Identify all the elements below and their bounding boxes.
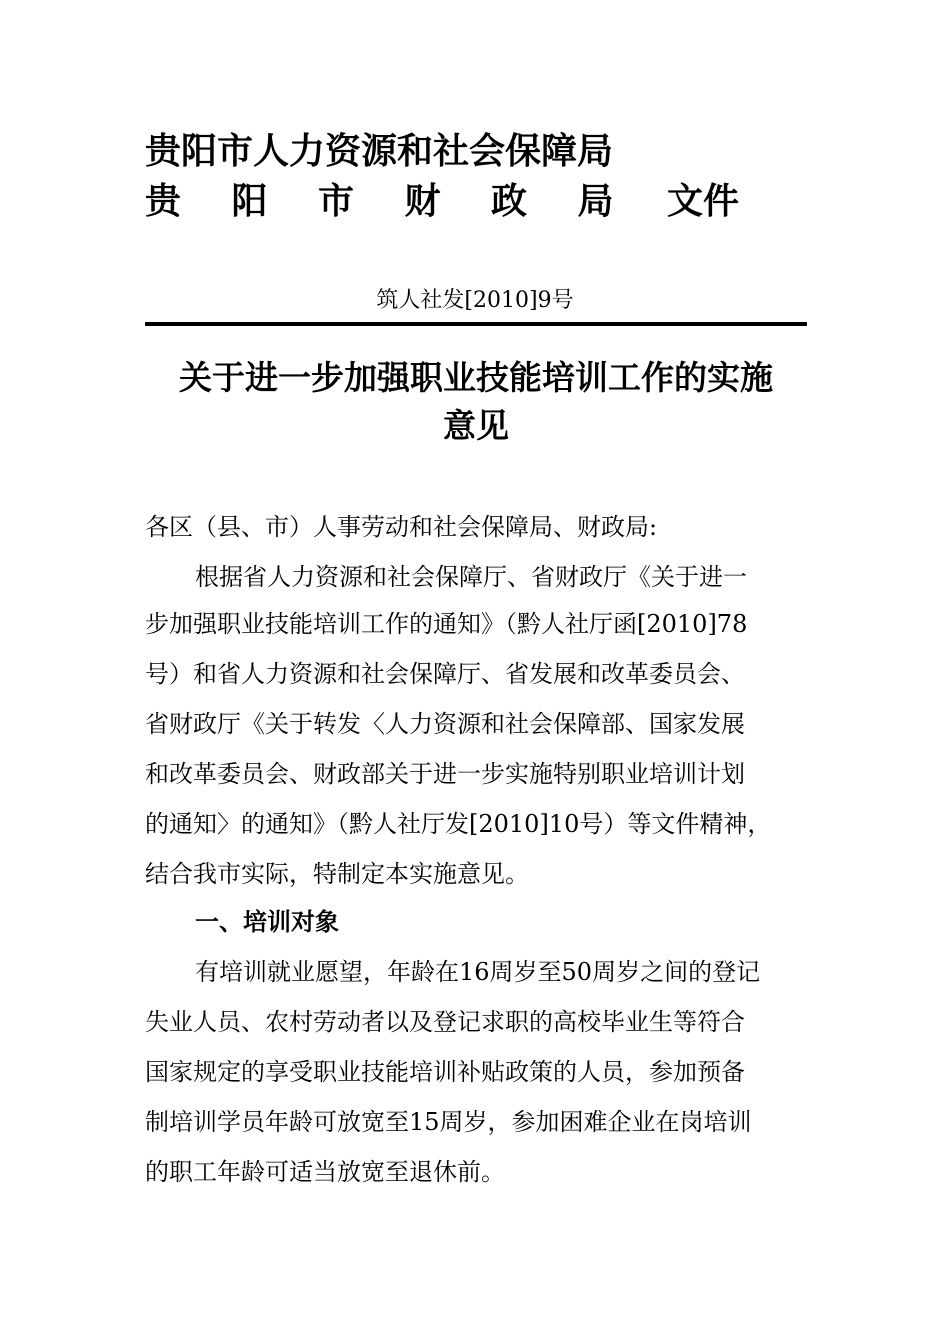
paragraph-line: 根据省人力资源和社会保障厅、省财政厅《关于进一 <box>195 563 747 591</box>
paragraph-line: 和改革委员会、财政部关于进一步实施特别职业培训计划 <box>145 760 745 788</box>
paragraph-line: 的通知〉的通知》（黔人社厅发[2010]10号）等文件精神， <box>145 810 772 838</box>
issuer-char: 市 <box>318 181 355 222</box>
issuer-char: 局 <box>577 181 614 222</box>
paragraph-line: 步加强职业技能培训工作的通知》（黔人社厅函[2010]78 <box>145 610 748 638</box>
issuer-char: 政 <box>491 181 528 222</box>
document-title: 关于进一步加强职业技能培训工作的实施 <box>179 358 773 397</box>
paragraph-line: 国家规定的享受职业技能培训补贴政策的人员，参加预备 <box>145 1058 745 1086</box>
issuer-line-hr-bureau: 贵阳市人力资源和社会保障局 <box>145 131 614 172</box>
document-title-continued: 意见 <box>443 406 509 445</box>
document-label: 文件 <box>667 181 740 222</box>
issuer-char: 阳 <box>231 181 268 222</box>
issuer-char: 财 <box>404 181 441 222</box>
issuer-line-finance-bureau <box>145 180 739 224</box>
paragraph-line: 的职工年龄可适当放宽至退休前。 <box>145 1158 505 1186</box>
issuer-char: 贵 <box>145 181 182 222</box>
document-number: 筑人社发[2010]9号 <box>376 288 574 313</box>
paragraph-line: 结合我市实际，特制定本实施意见。 <box>145 860 529 888</box>
paragraph-line: 失业人员、农村劳动者以及登记求职的高校毕业生等符合 <box>145 1008 745 1036</box>
paragraph-line: 号）和省人力资源和社会保障厅、省发展和改革委员会、 <box>145 660 745 688</box>
header-divider <box>145 322 807 326</box>
salutation: 各区（县、市）人事劳动和社会保障局、财政局: <box>145 513 658 541</box>
paragraph-line: 省财政厅《关于转发〈人力资源和社会保障部、国家发展 <box>145 710 745 738</box>
paragraph-line: 制培训学员年龄可放宽至15周岁，参加困难企业在岗培训 <box>145 1108 752 1136</box>
section-heading: 一、培训对象 <box>195 908 339 936</box>
paragraph-line: 有培训就业愿望，年龄在16周岁至50周岁之间的登记 <box>195 958 761 986</box>
